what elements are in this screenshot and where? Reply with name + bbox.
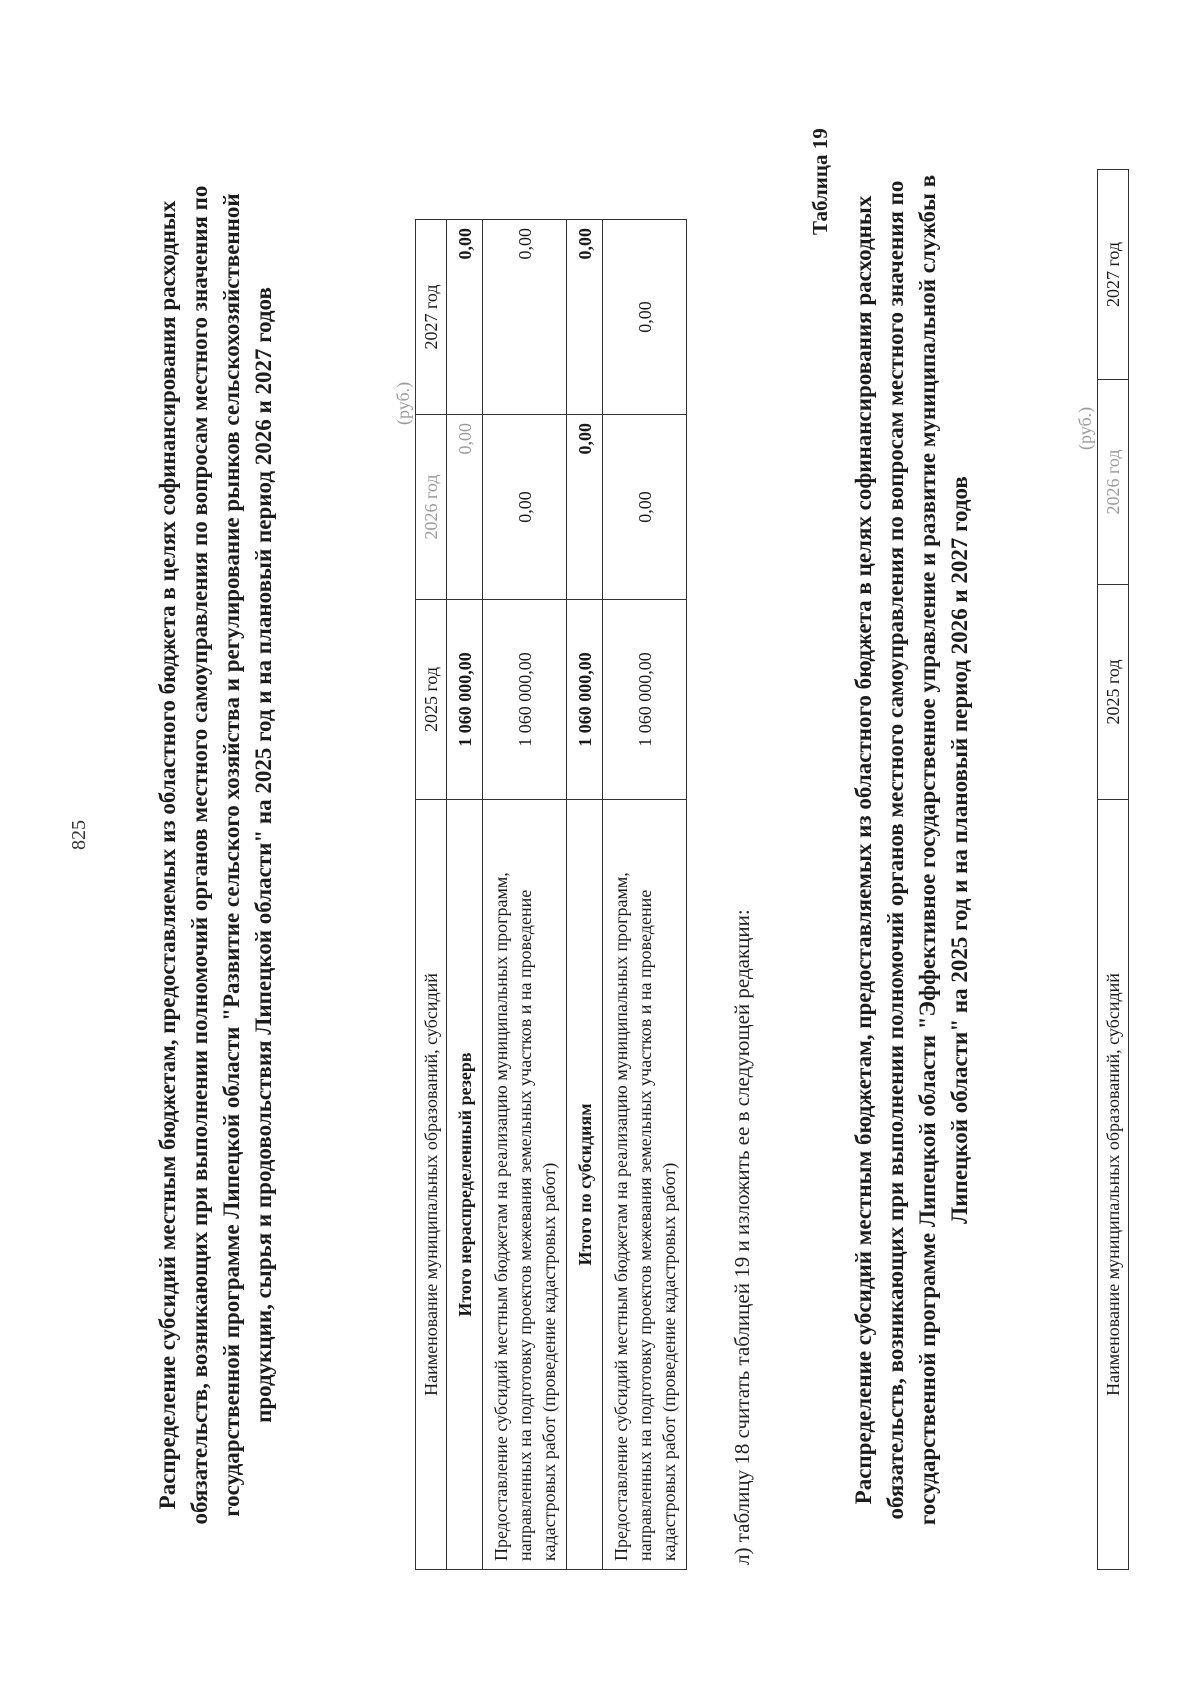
row-label: Предоставление субсидий местным бюджетам на реализацию муниципальных программ, направленных на подготовку проектов межевания земельных участков и на проведение кадастровых работ (проведение кадастровых работ) [603, 800, 687, 1570]
table-header-row [416, 220, 447, 1570]
page-number: 825 [68, 820, 90, 850]
rotated-content [40, 65, 1140, 1625]
subsidy-table-18 [415, 219, 687, 1570]
section1-unit-label: (руб.) [393, 381, 413, 425]
column-header-name: Наименование муниципальных образований, субсидий [1098, 800, 1129, 1570]
table-row [603, 220, 687, 1570]
value-2026: 0,00 [603, 415, 687, 600]
row-label: Предоставление субсидий местным бюджетам на реализацию муниципальных программ, направленных на подготовку проектов межевания земельных участков и на проведение кадастровых работ (проведение кадастровых работ) [483, 800, 567, 1570]
value-2027: 0,00 [483, 220, 567, 415]
value-2027: 0,00 [567, 220, 603, 415]
section2-heading: Распределение субсидий местным бюджетам, предоставляемых из областного бюджета в целях софинансирования расходных обязательств, возникающих при выполнении полномочий органов местного самоуправления по вопросам местного значения по государственной программе Липецкой области "Эффективное государственное управление и развитие муниципальной службы в Липецкой области" на 2025 год и на плановый период 2026 и 2027 годов [851, 174, 972, 1526]
value-2026: 0,00 [567, 415, 603, 600]
column-header-name: Наименование муниципальных образований, субсидий [416, 800, 447, 1570]
value-2025: 1 060 000,00 [603, 600, 687, 800]
value-2025: 1 060 000,00 [567, 600, 603, 800]
section2-unit-label: (руб.) [1075, 406, 1095, 450]
table-header-row [1098, 170, 1129, 1570]
column-header-2027: 2027 год [1098, 170, 1129, 380]
value-2025: 1 060 000,00 [483, 600, 567, 800]
value-2027: 0,00 [603, 220, 687, 415]
value-2026: 0,00 [447, 415, 483, 600]
value-2025: 1 060 000,00 [447, 600, 483, 800]
row-label: Итого нераспределенный резерв [447, 800, 483, 1570]
table-row [483, 220, 567, 1570]
column-header-2025: 2025 год [416, 600, 447, 800]
column-header-2025: 2025 год [1098, 585, 1129, 800]
column-header-2026: 2026 год [416, 415, 447, 600]
subsidy-table-19 [1097, 169, 1129, 1570]
value-2027: 0,00 [447, 220, 483, 415]
table-row [447, 220, 483, 1570]
table-row [567, 220, 603, 1570]
column-header-2027: 2027 год [416, 220, 447, 415]
row-label: Итого по субсидиям [567, 800, 603, 1570]
column-header-2026: 2026 год [1098, 380, 1129, 585]
section1-heading: Распределение субсидий местным бюджетам, предоставляемых из областного бюджета в целях софинансирования расходных обязательств, возникающих при выполнении полномочий органов местного самоуправления по вопросам местного значения по государственной программе Липецкой области "Развитие сельского хозяйства и регулирование рынков сельскохозяйственной продукции, сырья и продовольствия Липецкой области" на 2025 год и на плановый период 2026 и 2027 годов [155, 185, 276, 1525]
amendment-paragraph: л) таблицу 18 считать таблицей 19 и изложить ее в следующей редакции: [730, 909, 754, 1565]
table-19-label: Таблица 19 [808, 128, 832, 235]
value-2026: 0,00 [483, 415, 567, 600]
